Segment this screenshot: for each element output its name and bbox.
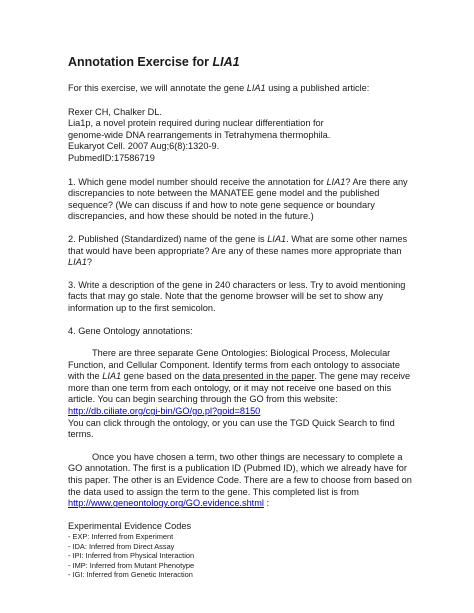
- evidence-heading: Experimental Evidence Codes: [68, 520, 192, 531]
- citation-title-line2: genome-wide DNA rearrangements in Tetrahymena thermophila.: [68, 129, 331, 140]
- question-4-heading: 4. Gene Ontology annotations:: [68, 325, 193, 336]
- evidence-code-item: - EXP: Inferred from Experiment: [68, 532, 174, 542]
- q2-gene: LIA1: [267, 233, 287, 244]
- go-browser-link-line: [68, 406, 413, 418]
- evidence-code-item: - IGI: Inferred from Genetic Interaction: [68, 570, 193, 580]
- citation-pubmed: PubmedID:17586719: [68, 152, 155, 163]
- title-gene: LIA1: [212, 55, 240, 69]
- go-p1-b: gene based on the: [121, 371, 203, 382]
- citation-block: [68, 107, 413, 165]
- go-p1-underlined: data presented in the paper: [202, 371, 315, 382]
- q2-prefix: 2. Published (Standardized) name of the gene is: [68, 233, 268, 244]
- evidence-codes-link[interactable]: http://www.geneontology.org/GO.evidence.shtml: [68, 498, 264, 509]
- evidence-code-list: [68, 532, 413, 579]
- go-browser-link[interactable]: http://db.ciliate.org/cgi-bin/GO/go.pl?goid=8150: [68, 406, 261, 417]
- citation-authors: Rexer CH, Chalker DL.: [68, 106, 162, 117]
- go-paragraph-1: [68, 348, 413, 406]
- q1-suffix: ? Are there any discrepancies to note between the MANATEE gene model and the published sequence? (We can discuss if and how to note gene sequence or boundary discrepancies, and how these should be noted in the future.): [68, 176, 408, 222]
- question-3: 3. Write a description of the gene in 240 characters or less. Try to avoid mentioning facts that may go stale. Note that the genome browser will be set to show any information up to the first semicolon.: [68, 279, 406, 313]
- q1-prefix: 1. Which gene model number should receive the annotation for: [68, 176, 327, 187]
- intro-prefix: For this exercise, we will annotate the gene: [68, 83, 247, 93]
- evidence-code-item: - IDA: Inferred from Direct Assay: [68, 541, 175, 551]
- evidence-code-item: - IMP: Inferred from Mutant Phenotype: [68, 560, 195, 570]
- go-paragraph-2: [68, 452, 413, 510]
- q2-middle: . What are some other names that would have been appropriate? Are any of these names more appropriate than: [68, 233, 408, 256]
- citation-title-line1: Lia1p, a novel protein required during nuclear differentiation for: [68, 118, 324, 129]
- intro-gene: LIA1: [246, 83, 266, 93]
- q2-gene2: LIA1: [68, 257, 87, 268]
- go-p1-a: There are three separate Gene Ontologies: Biological Process, Molecular Function, and Cellular Component. Identify terms from each ontology to associate with the: [68, 348, 400, 382]
- go-p1-c: . The gene may receive more than one term from each ontology, or it may not receive one based on this article. You can begin searching through the GO from this website:: [68, 371, 411, 405]
- evidence-code-item: - IPI: Inferred from Physical Interaction: [68, 551, 195, 561]
- question-1: [68, 177, 413, 223]
- document-content: [68, 55, 413, 579]
- page-title: [68, 55, 413, 70]
- title-prefix: Annotation Exercise for: [68, 55, 213, 69]
- go-p2-b: :: [263, 498, 270, 509]
- intro-paragraph: [68, 83, 413, 95]
- go-paragraph-1-end: You can click through the ontology, or you can use the TGD Quick Search to find terms.: [68, 417, 395, 440]
- citation-journal: Eukaryot Cell. 2007 Aug;6(8):1320-9.: [68, 141, 220, 152]
- q2-suffix: ?: [86, 257, 93, 268]
- intro-suffix: using a published article:: [265, 83, 370, 93]
- go-p1-gene: LIA1: [102, 371, 122, 382]
- q1-gene: LIA1: [326, 176, 346, 187]
- go-p2-a: Once you have chosen a term, two other things are necessary to complete a GO annotation. The first is a publication ID (Pubmed ID), which we already have for this paper. The other is an Evidence Code. There are a few to choose from based on the data used to assign the term to the gene. This completed list is from: [68, 451, 412, 497]
- question-2: [68, 234, 413, 269]
